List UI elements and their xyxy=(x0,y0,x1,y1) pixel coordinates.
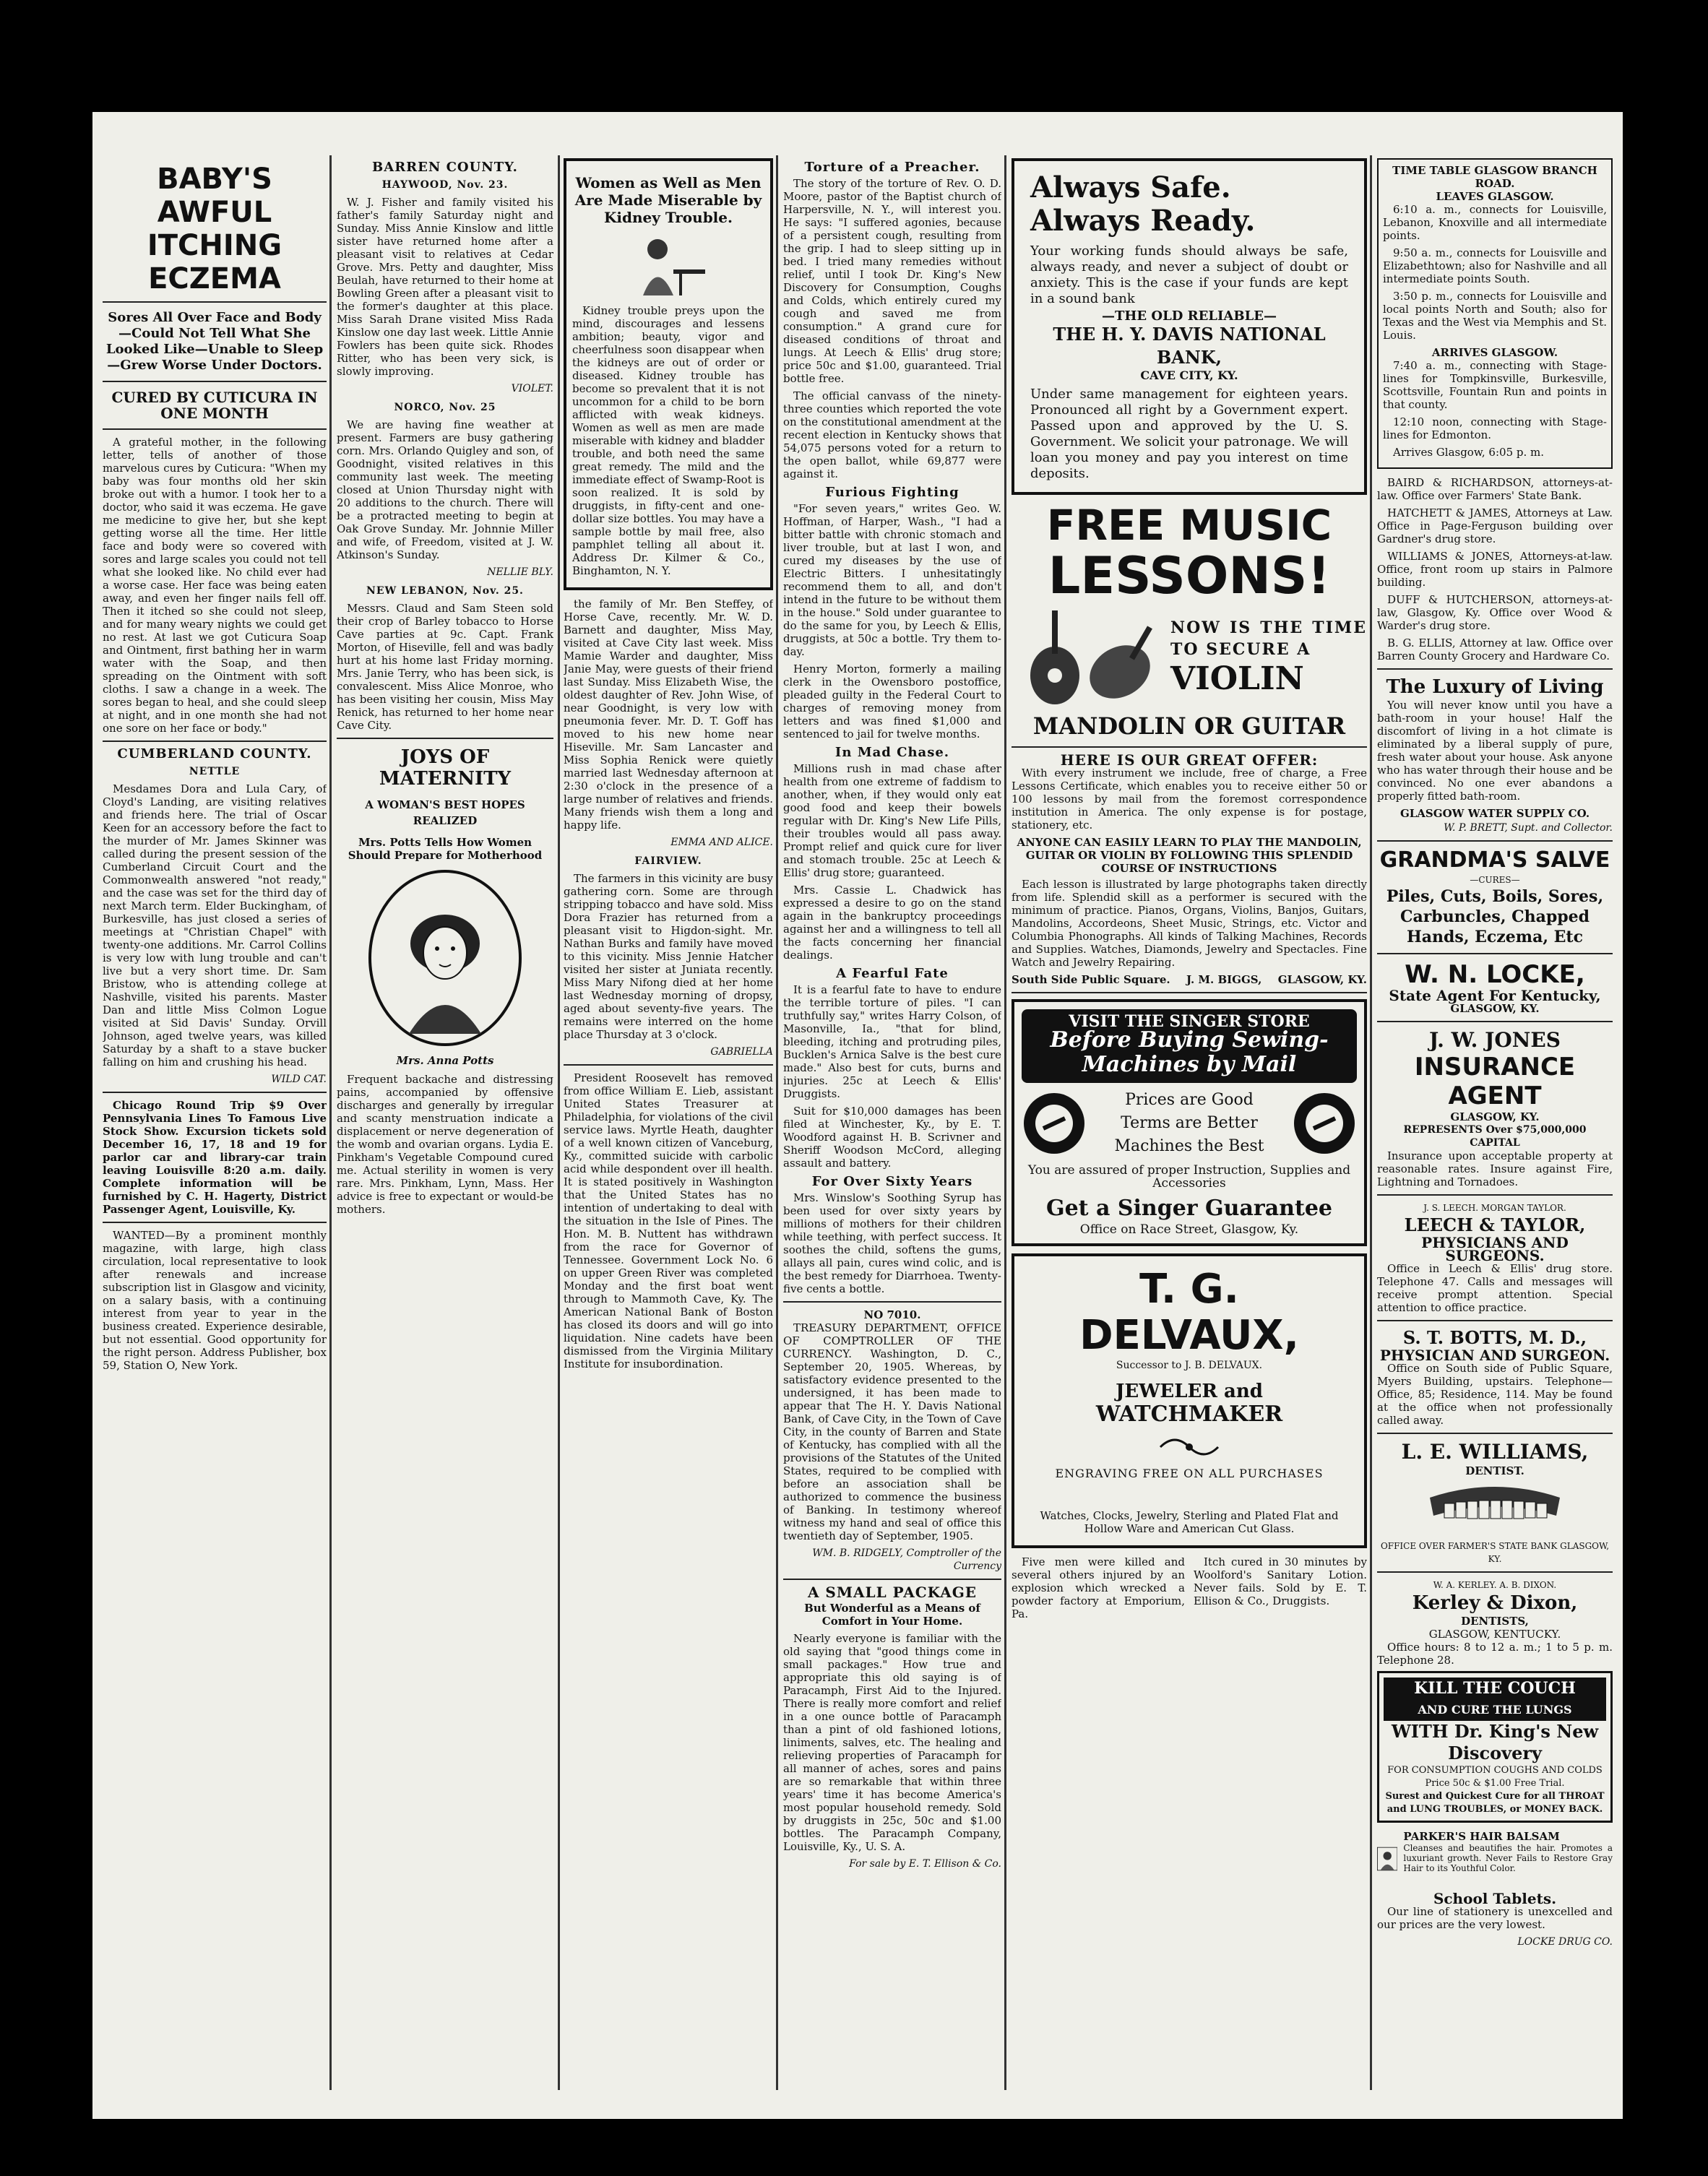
delvaux-engraving: ENGRAVING FREE ON ALL PURCHASES xyxy=(1055,1467,1324,1480)
chadwick-body: Mrs. Cassie L. Chadwick has expressed a desire to go on the stand again in the bankruptcy proceedings against her and a willingness to tell all the facts concerning her financial dealings. xyxy=(783,884,1001,962)
music-body: With every instrument we include, free of charge, a Free Lessons Certificate, which enables you to receive either 50 or 100 lessons by mail from the foremost correspondence institution in America. The only expense is for postage, stationery, etc. xyxy=(1012,767,1367,832)
cumberland-section-title: CUMBERLAND COUNTY. xyxy=(117,746,312,761)
maternity-headline: JOYS OF MATERNITY xyxy=(379,746,512,790)
school-title: School Tablets. xyxy=(1433,1890,1557,1907)
dr-king-surest: Surest and Quickest Cure for all THROAT and LUNG TROUBLES, or MONEY BACK. xyxy=(1385,1791,1605,1815)
itch-brief: Itch cured in 30 minutes by Woolford's Sanitary Lotion. Never fails. Sold by E. T. Ellison & Co., Druggists. xyxy=(1194,1555,1367,1607)
sixty-years-body: Mrs. Winslow's Soothing Syrup has been used for over sixty years by millions of mothers for their children while teething, with perfect success. It soothes the child, softens the gums, allays all pain, cures wind colic, and is the best remedy for Diarrhoea. Twenty-five cents a bottle. xyxy=(783,1191,1001,1295)
newspaper-page xyxy=(92,112,1623,2119)
singer-office: Office on Race Street, Glasgow, Ky. xyxy=(1079,1222,1299,1237)
brett-signature: W. P. BRETT, Supt. and Collector. xyxy=(1444,822,1613,834)
bank-name: THE H. Y. DAVIS NATIONAL BANK, xyxy=(1053,324,1326,368)
maternity-deck: Mrs. Potts Tells How Women Should Prepare for Motherhood xyxy=(348,836,543,862)
column-rule xyxy=(776,155,778,2090)
norco-body: We are having fine weather at present. Farmers are busy gathering corn. Mrs. Orlando Quigley and son, of Goodnight, visited relatives in this community last week. The meeting closed at Union Thursday night with 20 additions to the church. There will be a protracted meeting to begin at Oak Grove Sunday. Mr. Johnnie Miller and wife, of Freedom, visited at J. W. Atkinson's Sunday. xyxy=(337,418,553,561)
williams-office: OFFICE OVER FARMER'S STATE BANK GLASGOW, KY. xyxy=(1380,1541,1610,1564)
ornament-icon xyxy=(1157,1433,1222,1462)
locke-name: W. N. LOCKE, xyxy=(1405,960,1585,989)
music-anyone: ANYONE CAN EASILY LEARN TO PLAY THE MANDOLIN, GUITAR OR VIOLIN BY FOLLOWING THIS SPLENDID COURSE OF INSTRUCTIONS xyxy=(1017,836,1362,875)
haywood-body: W. J. Fisher and family visited his father's family Saturday night and Sunday. Miss Annie Kinslow and little sister have returned home after a pleasant visit to relatives at Cedar Grove. Mrs. Petty and daughter, Miss Beulah, have returned to their home at Bowling Green after a pleasant visit to the former's daughter at this place. Miss Sarah Drane visited Miss Rada Kinslow one day last week. Little Annie Fowlers has been quite sick. Rhodes Ritter, who has been very sick, is slowly improving. xyxy=(337,196,553,378)
music-offer: HERE IS OUR GREAT OFFER: xyxy=(1060,751,1319,769)
water-supply-signature: GLASGOW WATER SUPPLY CO. xyxy=(1399,807,1590,820)
delvaux-ad xyxy=(1012,1253,1367,1548)
ellison-signature: For sale by E. T. Ellison & Co. xyxy=(849,1858,1001,1870)
bank-city: CAVE CITY, KY. xyxy=(1140,368,1238,382)
cure-lungs: AND CURE THE LUNGS xyxy=(1384,1699,1606,1721)
singer-body: You are assured of proper Instruction, Supplies and Accessories xyxy=(1027,1163,1351,1191)
fearful-body: It is a fearful fate to have to endure the terrible torture of piles. "I can truthfully say," writes Harry Colson, of Masonville, Ia., "that for blind, bleeding, itching and protruding piles, Bucklen's Arnica Salve is the best cure made." Also best for cuts, burns and injuries. 25c at Leech & Ellis' Druggists. xyxy=(783,983,1001,1100)
parker-body: Cleanses and beautifies the hair. Promotes a luxuriant growth. Never Fails to Restore Gray Hair to its Youthful Color. xyxy=(1403,1843,1613,1873)
chicago-ad: Chicago Round Trip $9 Over Pennsylvania Lines To Famous Live Stock Show. Excursion tickets sold December 16, 17, 18 and 19 for parlor car and library-car train leaving Louisville 8:20 a.m. daily. Complete information will be furnished by C. H. Hagerty, District Passenger Agent, Louisville, Ky. xyxy=(103,1099,327,1216)
col3-news-body: the family of Mr. Ben Steffey, of Horse Cave, recently. Mr. W. D. Barnett and daughter, Miss May, visited at Cave City last week. Miss Mamie Warder and daughter, Miss Janie May, were guests of their friend last Sunday. Miss Elizabeth Wise, the oldest daughter of Rev. John Wise, of near Goodnight, is very low with pneumonia fever. Mr. D. T. Goff has moved to his new home near Hiseville. Mr. Sam Lancaster and Miss Sophia Renick were quietly married last Wednesday afternoon at 2:30 o'clock in the presence of a large number of relatives and friends. Many friends wish them a long and happy life. xyxy=(564,597,773,832)
treasury-notice: TREASURY DEPARTMENT, OFFICE OF COMPTROLLER OF THE CURRENCY. Washington, D. C., September 20, 1905. Whereas, by satisfactory evidence presented to the undersigned, it has been made to appear that The H. Y. Davis National Bank, of Cave City, in the Town of Cave City, in the county of Barren and State of Kentucky, has complied with all the provisions of the Statutes of the United States, required to be complied with before an association shall be authorized to commence the business of Banking. In testimony whereof witness my hand and seal of office this twentieth day of September, 1905. xyxy=(783,1321,1001,1542)
timetable-leave-3: 3:50 p. m., connects for Louisville and local points North and South; also for Texas and the West via Memphis and St. Louis. xyxy=(1383,290,1607,342)
barren-section-title: BARREN COUNTY. xyxy=(372,160,518,175)
delvaux-successor: Successor to J. B. DELVAUX. xyxy=(1116,1360,1263,1371)
attorney-card: B. G. ELLIS, Attorney at law. Office over Barren County Grocery and Hardware Co. xyxy=(1377,636,1613,662)
jones-name: J. W. JONES xyxy=(1429,1028,1561,1052)
col3-briefs: President Roosevelt has removed from office William E. Lieb, assistant United States Treasurer at Philadelphia, for violations of the civil service laws. Myrtle Heath, daughter of a well known citizen of Vanceburg, Ky., committed suicide with carbolic acid while despondent over ill health. It is stated positively in Washington that the United States has no intention of undertaking to deal with the situation in the Isle of Pines. The Hon. M. B. Nuttent has withdrawn from the race for Governor of Tennessee. Government Lock No. 6 on upper Green River was completed Monday and the first boat went through to Mammoth Cave, Ky. The American National Bank of Boston has closed its doors and will go into liquidation. Nine cadets have been dismissed from the Virginia Military Institute for insubordination. xyxy=(564,1071,773,1370)
music-ad xyxy=(1012,502,1367,986)
violet-signature: VIOLET. xyxy=(511,383,553,394)
music-city: GLASGOW, KY. xyxy=(1277,973,1367,986)
singer-guarantee: Get a Singer Guarantee xyxy=(1045,1196,1333,1221)
maternity-body: Frequent backache and distressing pains, accompanied by offensive discharges and generally by irregular and scanty menstruation indicate a displacement or nerve degeneration of the womb and ovarian organs. Lydia E. Pinkham's Vegetable Compound cured me. Actual sterility in women is very rare. Mrs. Pinkham, Lynn, Mass. Her advice is free to expectant or would-be mothers. xyxy=(337,1073,553,1216)
dr-king-discovery: WITH Dr. King's New Discovery xyxy=(1391,1721,1599,1763)
eczema-cure-subhead: CURED BY CUTICURA IN ONE MONTH xyxy=(111,389,318,422)
music-title-1: FREE MUSIC xyxy=(1046,501,1332,550)
attorney-card: HATCHETT & JAMES, Attorneys at Law. Office in Page-Ferguson building over Gardner's drug store. xyxy=(1377,506,1613,545)
attorney-card: WILLIAMS & JONES, Attorneys-at-law. Office, front room up stairs in Palmore building. xyxy=(1377,550,1613,589)
locke-city: GLASGOW, KY. xyxy=(1450,1002,1540,1015)
preacher-body: The story of the torture of Rev. O. D. Moore, pastor of the Baptist church of Harpersville, N. Y., will interest you. He says: "I suffered agonies, because of a persistent cough, resulting from the grip. I had to sleep sitting up in bed. I tried many remedies without relief, until I took Dr. King's New Discovery for Consumption, Coughs and Colds, which entirely cured my cough and saved me from consumption." A grand cure for diseased conditions of throat and lungs. At Leech & Ellis' drug store; price 50c and $1.00, guaranteed. Trial bottle free. xyxy=(783,177,1001,385)
mad-chase-body: Millions rush in mad chase after health from one extreme of faddism to another, when, if they would only eat good food and keep their bowels regular with Dr. King's New Life Pills, their troubles would all pass away. Prompt relief and quick cure for liver and stomach trouble. 25c at Leech & Ellis' drug store; guaranteed. xyxy=(783,762,1001,879)
norco-dateline: NORCO, Nov. 25 xyxy=(394,402,496,413)
williams-title: DENTIST. xyxy=(1465,1464,1524,1477)
column-rule xyxy=(1370,155,1372,2090)
treasury-signature: WM. B. RIDGELY, Comptroller of the Currency xyxy=(812,1547,1001,1572)
dentures-icon xyxy=(1423,1483,1567,1534)
hair-portrait-icon xyxy=(1377,1830,1397,1888)
portrait-caption: Mrs. Anna Potts xyxy=(396,1054,494,1067)
jones-represents: REPRESENTS Over $75,000,000 CAPITAL xyxy=(1403,1124,1587,1149)
eczema-headline: BABY'S AWFUL ITCHING ECZEMA xyxy=(147,163,282,295)
bank-title-1: Always Safe. xyxy=(1030,170,1231,204)
music-title-2: LESSONS! xyxy=(1048,546,1331,605)
delvaux-trade-1: JEWELER and xyxy=(1116,1381,1263,1402)
column-2 xyxy=(337,155,553,2090)
explosion-brief: Five men were killed and several others injured by an explosion which wrecked a powder factory at Emporium, Pa. xyxy=(1012,1555,1185,1620)
bank-ad xyxy=(1012,158,1367,495)
singer-line-3: Machines the Best xyxy=(1114,1137,1264,1155)
column-rule xyxy=(558,155,560,2090)
furious-headline: Furious Fighting xyxy=(825,485,959,500)
timetable-arrive-2: 12:10 noon, connecting with Stage-lines for Edmonton. xyxy=(1383,415,1607,441)
gabriella-signature: GABRIELLA xyxy=(710,1046,773,1058)
kill-cough: KILL THE COUCH xyxy=(1384,1678,1606,1699)
emma-signature: EMMA AND ALICE. xyxy=(670,837,773,848)
jones-body: Insurance upon acceptable property at reasonable rates. Insure against Fire, Lightning and Tornadoes. xyxy=(1377,1149,1613,1188)
woman-portrait-icon xyxy=(366,868,525,1048)
column-4 xyxy=(783,155,1001,2090)
music-body-2: Each lesson is illustrated by large photographs taken directly from life. Splendid skill as a performer is secured with the minimum of practice. Pianos, Organs, Violins, Banjos, Guitars, Mandolins, Accordeons, Sheet Music, Strings, etc. Victor and Columbia Phonographs. All kinds of Talking Machines, Records and Supplies. Watches, Diamonds, Jewelry and Spectacles. Fine Watch and Jewelry Repairing. xyxy=(1012,878,1367,969)
luxury-body: You will never know until you have a bath-room in your house! Half the discomfort of living in a hot climate is eliminated by a liberal supply of pure, fresh water about your house. Ask anyone who has water through their house and be convinced. No one ever abandons a properly fitted bath-room. xyxy=(1377,699,1613,803)
haywood-dateline: HAYWOOD, Nov. 23. xyxy=(381,179,509,191)
maternity-subhead: A WOMAN'S BEST HOPES REALIZED xyxy=(365,798,525,827)
leech-sub: PHYSICIANS AND SURGEONS. xyxy=(1421,1234,1569,1264)
canvass-body: The official canvass of the ninety-three counties which reported the vote on the constitutional amendment at the recent election in Kentucky shows that 54,075 persons voted for a return to the open ballot, while 69,877 were against it. xyxy=(783,389,1001,480)
fairview-body: The farmers in this vicinity are busy gathering corn. Some are through stripping tobacco and have sold. Miss Dora Frazier has returned from a pleasant visit to Higdon-sight. Mr. Nathan Burks and family have moved to this vicinity. Miss Jennie Hatcher visited her sister at Juniata recently. Miss Mary Nifong died at her home last Wednesday morning of dropsy, aged about seventy-five years. The remains were interred on the home place Thursday at 3 o'clock. xyxy=(564,872,773,1041)
column-rule xyxy=(1004,155,1006,2090)
sixty-years-headline: For Over Sixty Years xyxy=(811,1174,973,1189)
small-package-body: Nearly everyone is familiar with the old saying that "good things come in small packages." How true and appropriate this old saying is of Paracamph, First Aid to the Injured. There is really more comfort and relief in a one ounce bottle of Paracamph than a pint of old fashioned lotions, liniments, salves, etc. The healing and relieving properties of Paracamph for all manner of aches, sores and pains are so remarkable that within three years' time it has become America's most popular household remedy. Sold by druggists in 25c, 50c and $1.00 bottles. The Paracamph Company, Louisville, Ky., U. S. A. xyxy=(783,1632,1001,1853)
delvaux-name: T. G. DELVAUX, xyxy=(1079,1266,1299,1359)
kerley-names: W. A. KERLEY. A. B. DIXON. xyxy=(1433,1580,1557,1590)
small-package-headline: A SMALL PACKAGE xyxy=(807,1584,978,1601)
timetable-title: TIME TABLE GLASGOW BRANCH ROAD. xyxy=(1392,164,1597,190)
locke-title: State Agent For Kentucky, xyxy=(1389,987,1601,1004)
kerley-city: GLASGOW, KENTUCKY. xyxy=(1428,1628,1561,1641)
small-package-subhead: But Wonderful as a Means of Comfort in Your Home. xyxy=(804,1602,980,1628)
suit-body: Suit for $10,000 damages has been filed at Winchester, Ky., by E. T. Woodford against H. B. Scrivner and Sheriff Woodson McCord, alleging assault and battery. xyxy=(783,1105,1001,1170)
music-address: South Side Public Square. xyxy=(1012,973,1170,986)
parker-title: PARKER'S HAIR BALSAM xyxy=(1403,1830,1560,1843)
music-violin: VIOLIN xyxy=(1170,660,1304,697)
new-lebanon-dateline: NEW LEBANON, Nov. 25. xyxy=(366,585,524,597)
kidney-headline: Women as Well as Men Are Made Miserable by Kidney Trouble. xyxy=(574,174,762,226)
kerley-sub: DENTISTS, xyxy=(1461,1615,1529,1628)
singer-line-1: Prices are Good xyxy=(1125,1091,1254,1109)
wildcat-signature: WILD CAT. xyxy=(271,1074,327,1085)
mad-chase-headline: In Mad Chase. xyxy=(834,745,950,760)
morton-body: Henry Morton, formerly a mailing clerk in the Owensboro postoffice, pleaded guilty in the Federal Court to charges of removing money from letters and was fined $1,000 and sentenced to jail for twelve months. xyxy=(783,662,1001,741)
salve-title: GRANDMA'S SALVE xyxy=(1379,847,1610,873)
column-5-ads xyxy=(1012,155,1367,2090)
attorney-card: BAIRD & RICHARDSON, attorneys-at-law. Office over Farmers' State Bank. xyxy=(1377,476,1613,502)
music-merchant: J. M. BIGGS, xyxy=(1186,973,1262,986)
dr-king-price: FOR CONSUMPTION COUGHS AND COLDS Price 50c & $1.00 Free Trial. xyxy=(1387,1765,1603,1789)
timetable-leave-1: 6:10 a. m., connects for Louisville, Lebanon, Knoxville and all intermediate points. xyxy=(1383,203,1607,242)
botts-name: S. T. BOTTS, M. D., xyxy=(1402,1327,1587,1348)
timetable-leave-2: 9:50 a. m., connects for Louisville and Elizabethtown; also for Nashville and all intermediate points South. xyxy=(1383,246,1607,285)
preacher-headline: Torture of a Preacher. xyxy=(804,160,980,175)
delvaux-body: Watches, Clocks, Jewelry, Sterling and Plated Flat and Hollow Ware and American Cut Glass. xyxy=(1040,1509,1339,1535)
kerley-hours: Office hours: 8 to 12 a. m.; 1 to 5 p. m. Telephone 28. xyxy=(1377,1641,1613,1667)
music-mandolin: MANDOLIN OR GUITAR xyxy=(1032,712,1346,740)
new-lebanon-body: Messrs. Claud and Sam Steen sold their crop of Barley tobacco to Horse Cave parties at 9c. Capt. Frank Morton, of Hiseville, fell and was badly hurt at his home last Friday morning. Mrs. Janie Terry, who has been sick, is convalescent. Miss Alice Monroe, who has been visiting her cousin, Miss May Renick, has returned to her home near Cave City. xyxy=(337,602,553,732)
singer-ad xyxy=(1012,999,1367,1246)
timetable-arrive-1: 7:40 a. m., connecting with Stage-lines for Tompkinsville, Burkesville, Scottsville, Fountain Run and points in that county. xyxy=(1383,359,1607,411)
timetable-leaves: LEAVES GLASGOW. xyxy=(1436,190,1554,203)
salve-list: Piles, Cuts, Boils, Sores, Carbuncles, Chapped Hands, Eczema, Etc xyxy=(1386,887,1604,946)
bank-title-2: Always Ready. xyxy=(1030,204,1256,238)
timetable xyxy=(1377,158,1613,469)
column-3 xyxy=(564,155,773,2090)
timetable-arrive-3: Arrives Glasgow, 6:05 p. m. xyxy=(1393,446,1545,459)
fearful-headline: A Fearful Fate xyxy=(836,966,949,981)
leech-names: J. S. LEECH. MORGAN TAYLOR. xyxy=(1423,1203,1566,1213)
jones-title: INSURANCE AGENT xyxy=(1414,1053,1576,1110)
dr-king-ad xyxy=(1377,1671,1613,1823)
guitar-mandolin-icon xyxy=(1012,603,1170,712)
luxury-title: The Luxury of Living xyxy=(1386,676,1604,698)
furious-body: "For seven years," writes Geo. W. Hoffman, of Harper, Wash., "I had a bitter battle with chronic stomach and liver trouble, but at last I won, and cured my diseases by the use of Electric Bitters. I unhesitatingly recommend them to all, and don't intend in the future to be without them in the house." Sold under guarantee to do the same for you, by Leech & Ellis, druggists, at 50c a bottle. Try them to-day. xyxy=(783,502,1001,658)
column-1 xyxy=(103,155,327,2090)
woman-at-desk-icon xyxy=(629,233,708,298)
music-now: NOW IS THE TIME TO SECURE A xyxy=(1170,618,1367,659)
kerley-title: Kerley & Dixon, xyxy=(1412,1592,1578,1614)
locke-drug-signature: LOCKE DRUG CO. xyxy=(1517,1936,1613,1948)
timetable-arrives: ARRIVES GLASGOW. xyxy=(1431,346,1558,359)
column-rule xyxy=(329,155,332,2090)
singer-banner-1: VISIT THE SINGER STORE xyxy=(1069,1012,1310,1031)
eczema-body: A grateful mother, in the following letter, tells of another of those marvelous cures by Cuticura: "When my baby was four months old her skin broke out with a humor. I took her to a doctor, who said it was eczema. He gave me medicine to give her, but she kept getting worse all the time. Her little face and body were so covered with sores and large scales you could not tell what she looked like. No child ever had a worse case. Her face was being eaten away, and even her finger nails fell off. Then it itched so she could not sleep, and for many weary nights we could get no rest. At last we got Cuticura Soap and Ointment, first bathing her in warm water with the Soap, and then spreading on the Ointment with soft cloths. I saw a change in a week. The sores began to heal, and she could sleep at night, and in one month she had not one sore on her face or body." xyxy=(103,436,327,735)
wanted-ad: WANTED—By a prominent monthly magazine, with large, high class circulation, local representative to look after renewals and increase subscription list in Glasgow and vicinity, on a salary basis, with a continuing interest from year to year in the business created. Experience desirable, but not essential. Good opportunity for the right person. Address Publisher, box 59, Station O, New York. xyxy=(103,1229,327,1372)
leech-body: Office in Leech & Ellis' drug store. Telephone 47. Calls and messages will receive prompt attention. Special attention to office practice. xyxy=(1377,1262,1613,1314)
nellie-signature: NELLIE BLY. xyxy=(487,566,553,578)
delvaux-trade-2: WATCHMAKER xyxy=(1095,1402,1283,1427)
bank-body: Your working funds should always be safe, always ready, and never a subject of doubt or anxiety. This is the case if your funds are kept in a sound bank xyxy=(1030,243,1348,306)
school-body: Our line of stationery is unexcelled and our prices are the very lowest. xyxy=(1377,1905,1613,1931)
eczema-subhead: Sores All Over Face and Body—Could Not Tell What She Looked Like—Unable to Sleep—Grew Worse Under Doctors. xyxy=(105,310,324,373)
treasury-notice-number: NO 7010. xyxy=(863,1308,921,1321)
leech-title: LEECH & TAYLOR, xyxy=(1404,1214,1586,1235)
jones-city: GLASGOW, KY. xyxy=(1450,1110,1540,1123)
singer-line-2: Terms are Better xyxy=(1121,1114,1258,1132)
attorney-card: DUFF & HUTCHERSON, attorneys-at-law, Glasgow, Ky. Office over Wood & Warder's drug store. xyxy=(1377,593,1613,632)
botts-title: PHYSICIAN AND SURGEON. xyxy=(1379,1347,1610,1364)
fairview-dateline: FAIRVIEW. xyxy=(634,855,702,867)
singer-logo-icon xyxy=(1022,1091,1087,1156)
kidney-body: Kidney trouble preys upon the mind, discourages and lessens ambition; beauty, vigor and cheerfulness soon disappear when the kidneys are out of order or diseased. Kidney trouble has become so prevalent that it is not uncommon for a child to be born afflicted with weak kidneys. Women as well as men are made miserable with kidney and bladder trouble, and both need the same great remedy. The mild and the immediate effect of Swamp-Root is soon realized. It is sold by druggists, in fifty-cent and one-dollar size bottles. You may have a sample bottle by mail free, also pamphlet telling all about it. Address Dr. Kilmer & Co., Binghamton, N. Y. xyxy=(572,304,764,577)
nettle-dateline: NETTLE xyxy=(189,766,241,777)
salve-cures: —CURES— xyxy=(1470,875,1520,885)
kidney-ad xyxy=(564,158,773,590)
singer-banner-2: Before Buying Sewing-Machines by Mail xyxy=(1050,1027,1329,1077)
cumberland-body: Mesdames Dora and Lula Cary, of Cloyd's Landing, are visiting relatives and friends here. The trial of Oscar Keen for an accessory before the fact to the murder of Mr. James Skinner was called during the present session of the Cumberland Circuit Court and the Commonwealth answered "not ready," and the case was set for the third day of next March term. Elder Buckingham, of Burkesville, has just closed a series of meetings at "Christian Chapel" with twenty-one additions. Mr. Carrol Collins is very low with lung trouble and can't live but a very short time. Dr. Sam Bristow, who is attending college at Nashville, visited his parents. Master Dan and little Miss Colmon Logue visited at Sid Davis' Sunday. Orvill Johnson, aged twelve years, was killed Saturday by a shaft to a stave bucker falling on him and crushing his head. xyxy=(103,782,327,1068)
singer-logo-icon xyxy=(1292,1091,1357,1156)
bank-reliable: —THE OLD RELIABLE— xyxy=(1102,308,1277,324)
williams-name: L. E. WILLIAMS, xyxy=(1401,1440,1589,1464)
botts-body: Office on South side of Public Square, Myers Building, upstairs. Telephone—Office, 85; Residence, 114. May be found at the office when not professionally called away. xyxy=(1377,1362,1613,1427)
bank-body-2: Under same management for eighteen years. Pronounced all right by a Government expert. Passed upon and approved by the U. S. Government. We solicit your patronage. We will loan you money and pay you interest on time deposits. xyxy=(1030,387,1348,481)
column-6 xyxy=(1377,155,1613,2090)
